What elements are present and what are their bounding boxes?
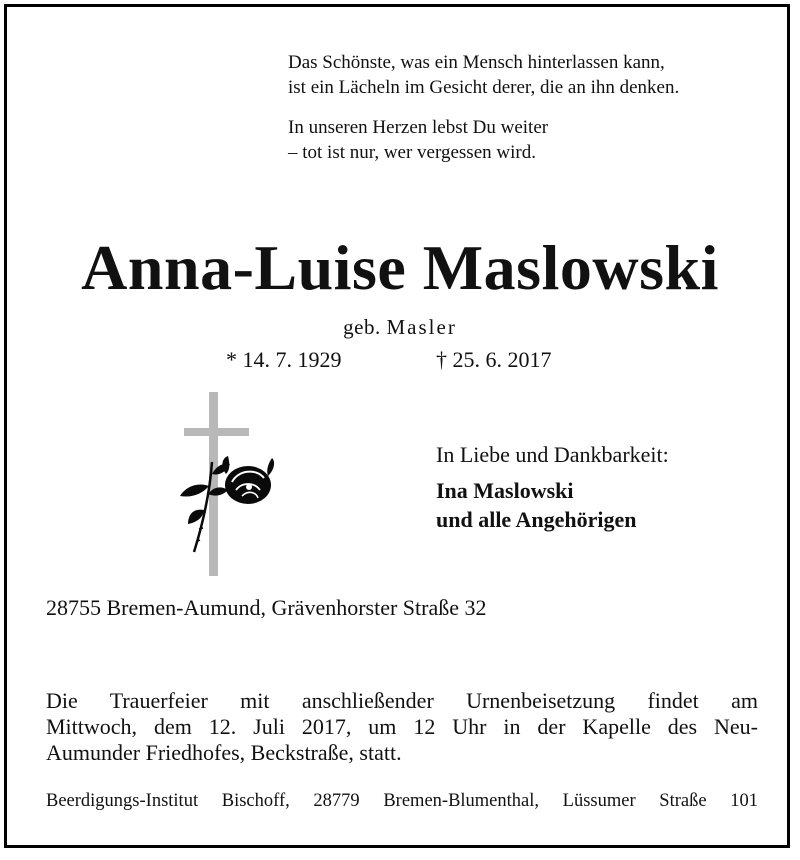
quote-verse-2 [288, 115, 548, 165]
quote-line: – tot ist nur, wer vergessen wird. [288, 142, 536, 163]
death-date: † 25. 6. 2017 [436, 347, 552, 372]
birth-name-surname: Masler [386, 315, 457, 339]
quote-verse-1 [288, 50, 679, 100]
birth-name-prefix: geb. [343, 315, 381, 339]
cross-with-rose [176, 390, 286, 580]
birth-name [0, 314, 800, 340]
mourner-name: und alle Angehörigen [436, 507, 637, 532]
quote-line: Das Schönste, was ein Mensch hinterlassen kann, [288, 52, 665, 73]
ceremony-line: Mittwoch, dem 12. Juli 2017, um 12 Uhr in der Kapelle des Neu- [46, 714, 758, 739]
ceremony-announcement [46, 688, 758, 766]
birth-date: * 14. 7. 1929 [226, 347, 342, 372]
ceremony-line: Die Trauerfeier mit anschließender Urnenbeisetzung findet am [46, 688, 758, 713]
mourner-name: Ina Maslowski [436, 478, 574, 503]
funeral-home: Beerdigungs-Institut Bischoff, 28779 Bremen-Blumenthal, Lüssumer Straße 101 [46, 791, 758, 811]
mourners-block [436, 440, 669, 534]
deceased-name: Anna-Luise Maslowski [81, 232, 719, 303]
ceremony-line: Aumunder Friedhofes, Beckstraße, statt. [46, 740, 402, 765]
quote-line: ist ein Lächeln im Gesicht derer, die an ihn denken. [288, 77, 680, 98]
family-address: 28755 Bremen-Aumund, Grävenhorster Straße 32 [46, 595, 487, 620]
mourners-intro: In Liebe und Dankbarkeit: [436, 442, 669, 467]
quote-line: In unseren Herzen lebst Du weiter [288, 117, 549, 138]
rose-icon [180, 456, 274, 552]
